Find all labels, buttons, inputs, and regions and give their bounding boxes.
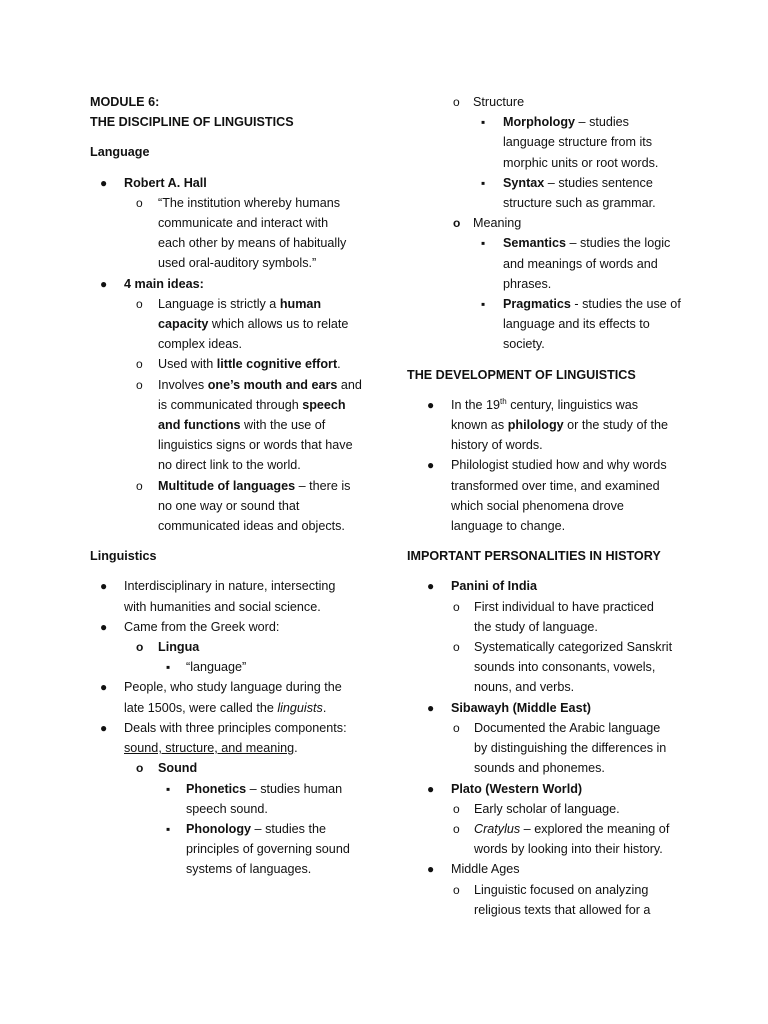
linguistics-point-2: ● Came from the Greek word: [90, 617, 380, 637]
section-heading-personalities: IMPORTANT PERSONALITIES IN HISTORY [407, 549, 661, 564]
plato-item: ● Plato (Western World) [407, 779, 697, 799]
bullet-icon: ● [427, 862, 435, 877]
bullet-icon: ● [427, 781, 435, 796]
square-bullet-icon: ▪ [166, 660, 171, 675]
phonology-item: ▪ Phonology – studies the principles of governing sound systems of languages. [90, 819, 380, 880]
square-bullet-icon: ▪ [481, 175, 486, 190]
list-item-robert-hall [90, 173, 380, 193]
bold-circle-bullet-icon: o [453, 216, 461, 231]
sibawayh-sub-1: o Documented the Arabic language by distinguishing the differences in sounds and phonemes. [407, 718, 697, 779]
idea-2: o Used with little cognitive effort. [90, 354, 380, 374]
bold-circle-bullet-icon: o [136, 640, 144, 655]
plato-sub-2: o Cratylus – explored the meaning of words by looking into their history. [407, 819, 697, 859]
quote-line: used oral-auditory symbols.” [158, 256, 317, 271]
panini-sub-1: o First individual to have practiced the study of language. [407, 597, 697, 637]
middle-ages-item: ● Middle Ages [407, 859, 697, 879]
meaning-item: o Meaning [407, 213, 697, 233]
list-item-hall-quote [90, 193, 380, 274]
phonetics-item: ▪ Phonetics – studies human speech sound. [90, 779, 380, 819]
right-column [407, 92, 697, 920]
semantics-item: ▪ Semantics – studies the logic and meanings of words and phrases. [407, 233, 697, 294]
development-point-2: ● Philologist studied how and why words transformed over time, and examined which social phenomena drove language to change. [407, 455, 697, 536]
module-title: THE DISCIPLINE OF LINGUISTICS [90, 115, 294, 130]
bold-circle-bullet-icon: o [136, 761, 144, 776]
circle-bullet-icon: o [136, 478, 143, 493]
section-heading-language: Language [90, 145, 150, 160]
linguistics-point-3: ● People, who study language during the late 1500s, were called the linguists. [90, 677, 380, 717]
bullet-icon: ● [100, 276, 108, 291]
panini-sub-2: o Systematically categorized Sanskrit sounds into consonants, vowels, nouns, and verbs. [407, 637, 697, 698]
lingua-item: o Lingua [90, 637, 380, 657]
module-number: MODULE 6: [90, 95, 160, 109]
syntax-item: ▪ Syntax – studies sentence structure such as grammar. [407, 173, 697, 213]
circle-bullet-icon: o [453, 720, 460, 735]
idea-3: o Involves one’s mouth and ears and is communicated through speech and functions with the use of linguistics signs or words that have no direct link to the world. [90, 375, 380, 476]
bullet-icon: ● [100, 680, 108, 695]
middle-ages-sub-1: o Linguistic focused on analyzing religious texts that allowed for a [407, 880, 697, 920]
circle-bullet-icon: o [453, 821, 460, 836]
sound-item: o Sound [90, 758, 380, 778]
list-item-main-ideas [90, 274, 380, 294]
square-bullet-icon: ▪ [481, 236, 486, 251]
main-ideas-label: 4 main ideas: [124, 276, 204, 291]
section-heading-linguistics: Linguistics [90, 549, 157, 564]
morphology-item: ▪ Morphology – studies language structure from its morphic units or root words. [407, 112, 697, 173]
circle-bullet-icon: o [136, 296, 143, 311]
square-bullet-icon: ▪ [166, 821, 171, 836]
bullet-icon: ● [100, 720, 108, 735]
square-bullet-icon: ▪ [481, 297, 486, 312]
bullet-icon: ● [427, 579, 435, 594]
left-column [90, 92, 380, 880]
bullet-icon: ● [100, 619, 108, 634]
hall-name: Robert A. Hall [124, 175, 207, 190]
quote-line: each other by means of habitually [158, 236, 347, 251]
circle-bullet-icon: o [453, 599, 460, 614]
plato-sub-1: o Early scholar of language. [407, 799, 697, 819]
circle-bullet-icon: o [453, 95, 460, 109]
circle-bullet-icon: o [453, 801, 460, 816]
pragmatics-item: ▪ Pragmatics - studies the use of language and its effects to society. [407, 294, 697, 355]
idea-1: o Language is strictly a human capacity which allows us to relate complex ideas. [90, 294, 380, 355]
structure-item: o Structure [407, 92, 697, 112]
circle-bullet-icon: o [136, 195, 143, 210]
square-bullet-icon: ▪ [166, 781, 171, 796]
bullet-icon: ● [427, 700, 435, 715]
panini-item: ● Panini of India [407, 576, 697, 596]
circle-bullet-icon: o [453, 882, 460, 897]
circle-bullet-icon: o [136, 357, 143, 372]
development-point-1: ● In the 19th century, linguistics was known as philology or the study of the history of words. [427, 396, 668, 453]
square-bullet-icon: ▪ [481, 115, 486, 130]
bullet-icon: ● [100, 579, 108, 594]
sibawayh-item: ● Sibawayh (Middle East) [407, 698, 697, 718]
linguistics-point-1: ● Interdisciplinary in nature, intersecting with humanities and social science. [90, 576, 380, 616]
section-heading-development: THE DEVELOPMENT OF LINGUISTICS [407, 367, 636, 382]
quote-line: “The institution whereby humans [158, 195, 341, 210]
bullet-icon: ● [100, 175, 108, 190]
bullet-icon: ● [427, 397, 435, 412]
linguistics-point-4: ● Deals with three principles components: sound, structure, and meaning. [90, 718, 380, 758]
lingua-definition: ▪ “language” [90, 657, 380, 677]
bullet-icon: ● [427, 458, 435, 473]
circle-bullet-icon: o [453, 640, 460, 655]
idea-4: o Multitude of languages – there is no one way or sound that communicated ideas and objects. [90, 476, 380, 537]
circle-bullet-icon: o [136, 377, 143, 392]
quote-line: communicate and interact with [158, 216, 329, 231]
